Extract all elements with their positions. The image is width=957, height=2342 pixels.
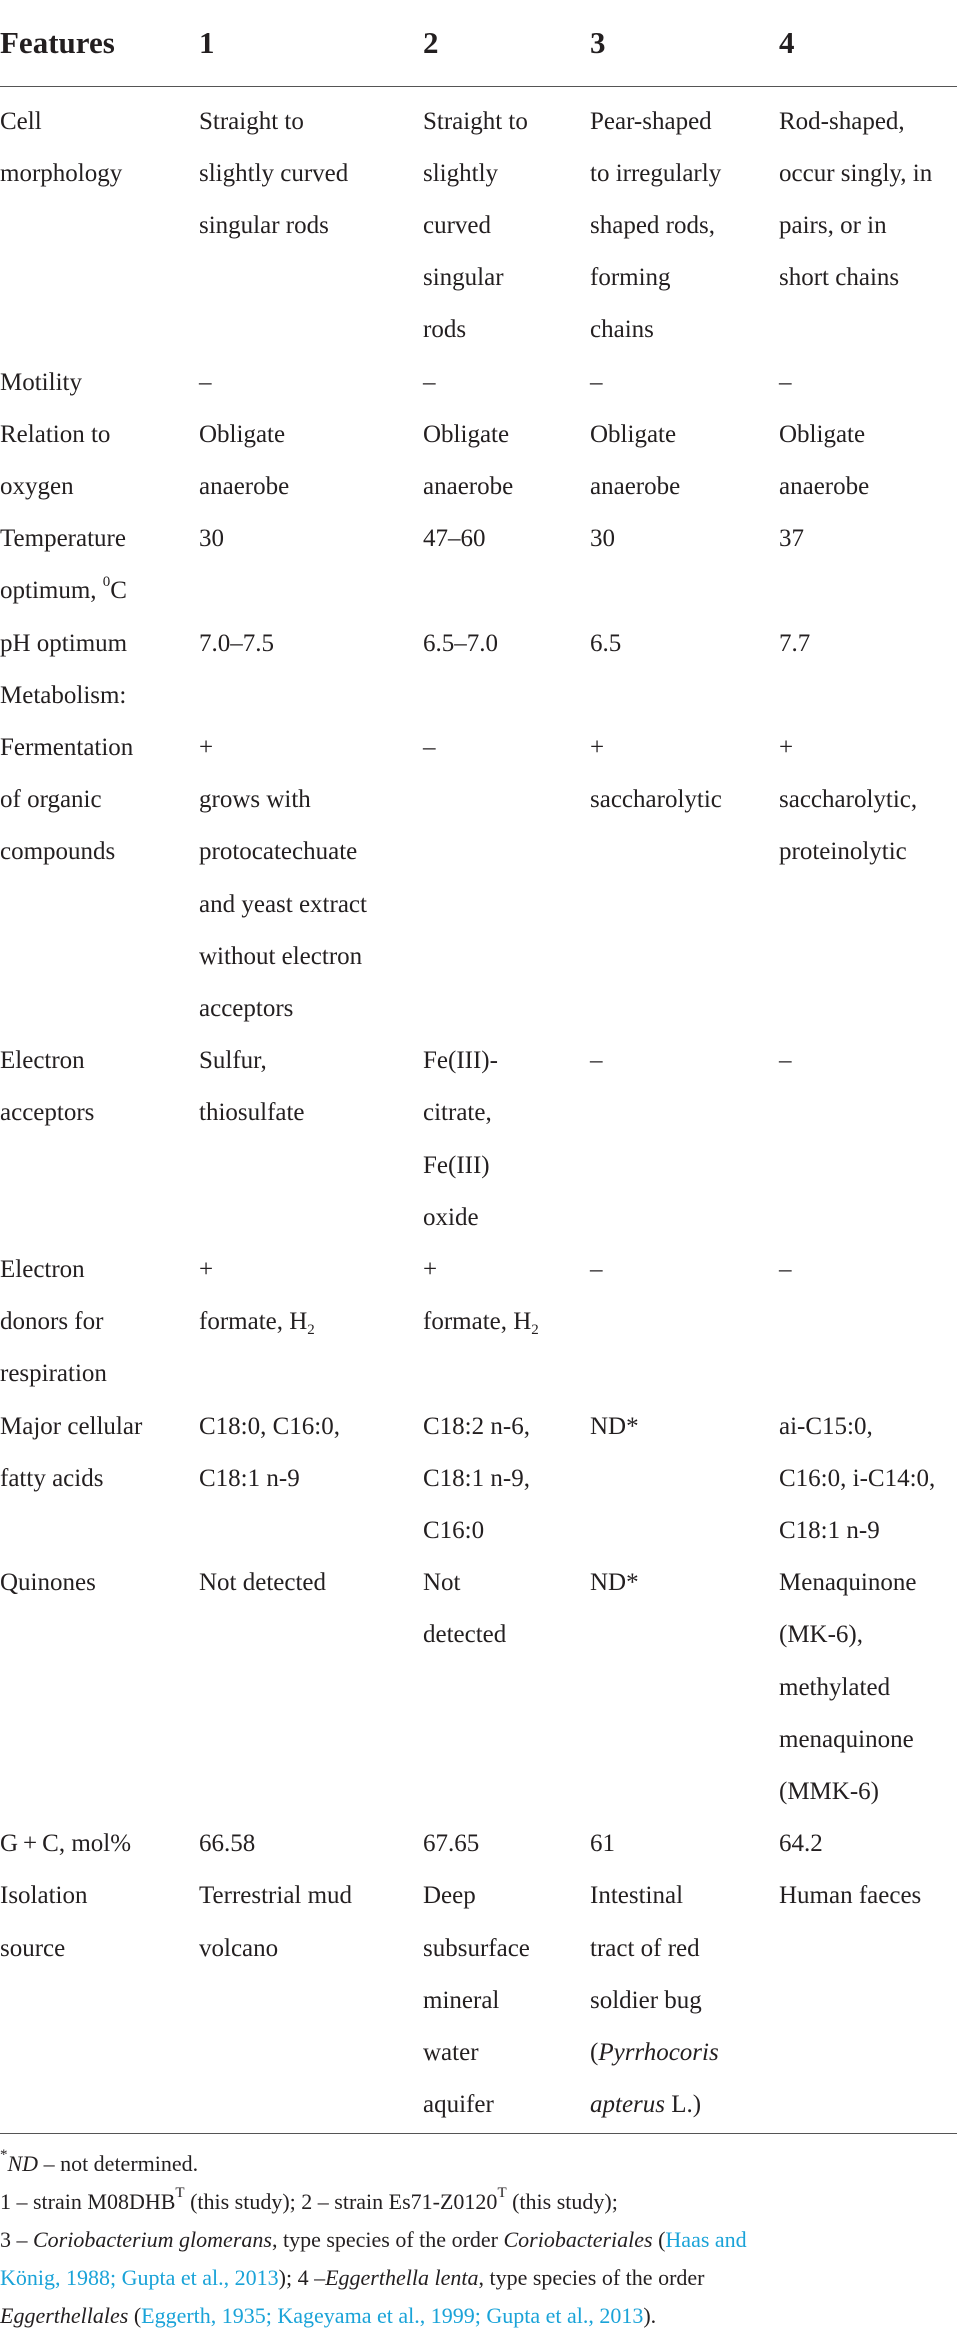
cell-label: Electron donors for respiration [0,1255,107,1388]
cell-value: Obligate anaerobe [423,420,514,500]
cell-value: 47–60 [423,525,486,553]
row-isolation-source [0,1870,957,2131]
cell-value: 7.0–7.5 [199,629,274,657]
row-relation-to-oxygen [0,409,957,513]
header-strain-1: 1 [199,25,215,60]
footnote-strain-4-cont: Eggerthellales (Eggerth, 1935; Kageyama et al., 1999; Gupta et al., 2013). [0,2303,657,2328]
cell-label: Fermentation of organic compounds [0,733,134,866]
cell-value: – [423,368,436,396]
cell-value: Not detected [199,1569,327,1597]
cell-label: Major cellular fatty acids [0,1412,143,1492]
cell-label: Temperature optimum, $^0$C [0,525,127,605]
row-motility [0,357,957,409]
cell-label: Motility [0,368,82,396]
cell-value: – [779,1255,792,1283]
cell-value: – [590,1047,603,1075]
footnote-strain-3: 3 – Coriobacterium glomerans, type species of the order Coriobacteriales (Haas and [0,2227,747,2252]
cell-value: Not detected [423,1569,507,1649]
cell-value: Obligate anaerobe [199,420,290,500]
cell-value: 37 [779,525,804,553]
row-electron-acceptors [0,1035,957,1244]
cell-value: – [199,368,212,396]
row-electron-donors [0,1244,957,1401]
cell-value: 6.5 [590,629,622,657]
cell-label: Metabolism: [0,681,127,709]
header-strain-3: 3 [590,25,606,60]
cell-value: Obligate anaerobe [590,420,681,500]
footnote-nd: *ND – not determined. [0,2147,199,2176]
row-fermentation [0,722,957,1035]
cell-value: Obligate anaerobe [779,420,870,500]
cell-label: Relation to oxygen [0,420,111,500]
row-quinones [0,1557,957,1818]
table-header-row [0,0,957,87]
header-strain-4: 4 [779,25,795,60]
cell-value: + grows with protocatechuate and yeast extract without electron acceptors [199,733,367,1022]
cell-label: Quinones [0,1569,96,1597]
cell-label: Electron acceptors [0,1047,95,1127]
header-features: Features [0,25,115,60]
cell-value: ai-C15:0, C16:0, i-C14:0, C18:1 n-9 [779,1412,936,1544]
cell-value: ND* [590,1569,639,1597]
cell-value: 64.2 [779,1830,823,1858]
row-fatty-acids [0,1401,957,1558]
cell-value: Pear-shaped to irregularly shaped rods, forming chains [590,107,722,344]
cell-value: Intestinal tract of red soldier bug (Pyrrhocoris apterus L.) [590,1882,719,2119]
footnote-strain-4: König, 1988; Gupta et al., 2013); 4 –Eggerthella lenta, type species of the order [0,2265,705,2290]
footnote-divider [0,2133,957,2134]
cell-value: – [779,368,792,396]
cell-label: G + C, mol% [0,1830,132,1858]
row-metabolism-heading [0,670,957,722]
cell-value: + saccharolytic [590,733,722,814]
cell-value: 67.65 [423,1830,480,1858]
cell-value: Menaquinone (MK-6), methylated menaquinone (MMK-6) [779,1569,917,1805]
cell-value: 30 [199,525,224,553]
row-ph-optimum [0,618,957,670]
cell-value: 66.58 [199,1830,256,1858]
footnote-strains-1-2: 1 – strain $M08DHB^T$ (this study); 2 – strain $Es71-Z0120^T$ (this study); [0,2185,618,2214]
cell-value: 6.5–7.0 [423,629,498,657]
cell-value: Straight to slightly curved singular rods [423,107,528,344]
row-cell-morphology [0,96,957,357]
cell-value: + formate, $H_2$ [199,1255,315,1339]
cell-label: Isolation source [0,1882,88,1962]
cell-value: 7.7 [779,629,811,657]
cell-value: Rod-shaped, occur singly, in pairs, or in short chains [779,107,933,292]
row-temperature-optimum [0,513,957,617]
cell-label: Cell morphology [0,107,123,187]
cell-value: Deep subsurface mineral water aquifer [423,1882,530,2119]
cell-value: Terrestrial mud volcano [199,1882,353,1962]
reference-link[interactable]: Haas and [665,2227,747,2252]
cell-value: – [423,733,436,761]
cell-label: pH optimum [0,629,128,657]
cell-value: + formate, $H_2$ [423,1255,539,1339]
cell-value: Straight to slightly curved singular rods [199,107,349,239]
cell-value: ND* [590,1412,639,1440]
cell-value: 61 [590,1830,615,1858]
cell-value: Fe(III)- citrate, Fe(III) oxide [423,1047,498,1231]
cell-value: C18:2 n-6, C18:1 n-9, C16:0 [423,1412,530,1544]
cell-value: Human faeces [779,1882,922,1910]
header-strain-2: 2 [423,25,439,60]
cell-value: – [590,368,603,396]
cell-value: – [779,1047,792,1075]
table-footnotes [0,2145,957,2335]
cell-value: C18:0, C16:0, C18:1 n-9 [199,1412,340,1492]
cell-value: – [590,1255,603,1283]
reference-link[interactable]: Eggerth, 1935; Kageyama et al., 1999; Gupta et al., 2013 [141,2303,644,2328]
cell-value: 30 [590,525,615,553]
cell-value: + saccharolytic, proteinolytic [779,733,918,866]
row-gc-content [0,1818,957,1870]
cell-value: Sulfur, thiosulfate [199,1047,305,1127]
reference-link[interactable]: König, 1988; Gupta et al., 2013 [0,2265,279,2290]
